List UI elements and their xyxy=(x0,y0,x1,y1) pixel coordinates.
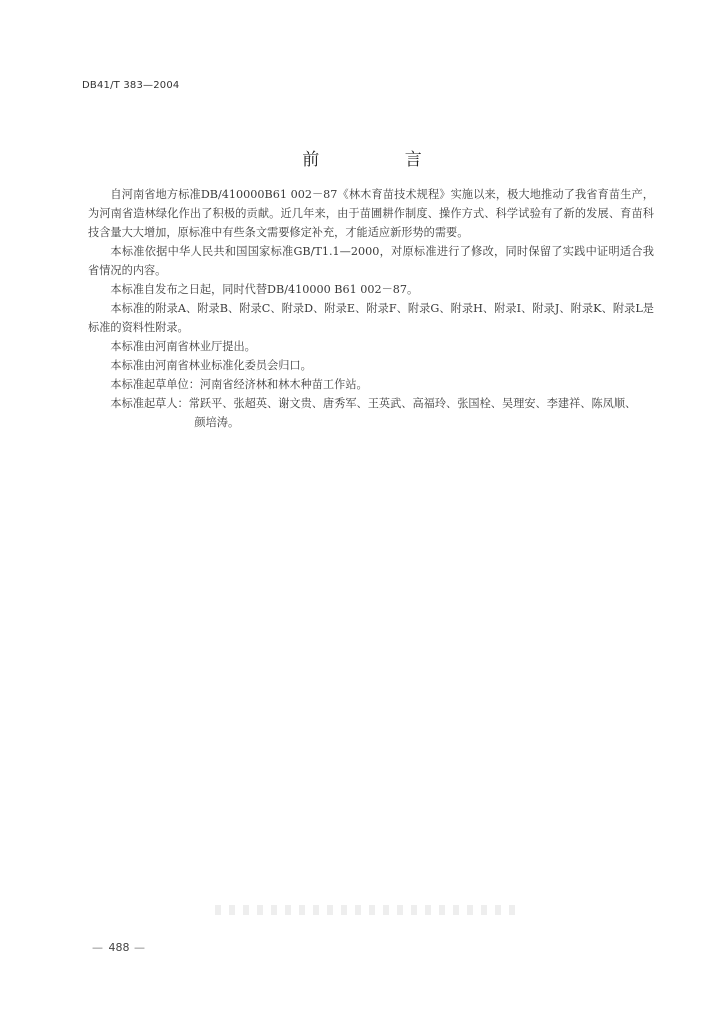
page-title: 前 言 xyxy=(302,150,462,170)
footer-dash-right: — xyxy=(129,941,146,954)
standard-code: DB41/T 383—2004 xyxy=(82,80,180,91)
foreword-body xyxy=(88,185,654,432)
paragraph-centralized: 本标准由河南省林业标准化委员会归口。 xyxy=(110,359,312,372)
paragraph-drafters: 本标准起草人：常跃平、张超英、谢文贵、唐秀军、王英武、高福玲、张国栓、吴理安、李建祥、陈凤顺、 xyxy=(110,397,637,410)
paragraph-drafting-unit: 本标准起草单位：河南省经济林和林木种苗工作站。 xyxy=(110,378,368,391)
paragraph-replacement: 本标准自发布之日起，同时代替DB/410000 B61 002－87。 xyxy=(110,283,419,296)
paragraph-proposer: 本标准由河南省林业厅提出。 xyxy=(110,340,256,353)
paragraph-drafters-continued xyxy=(88,413,654,432)
paragraph-basis: 本标准依据中华人民共和国国家标准GB/T1.1—2000，对原标准进行了修改，同时保留了实践中证明适合我省情况的内容。 xyxy=(88,245,654,277)
paragraph-intro: 自河南省地方标准DB/410000B61 002－87《林木育苗技术规程》实施以来，极大地推动了我省育苗生产，为河南省造林绿化作出了积极的贡献。近几年来，由于苗圃耕作制度、操作方式、科学试验有了新的发展、育苗科技含量大大增加，原标准中有些条文需要修定补充，才能适应新形势的需要。 xyxy=(88,188,654,239)
scan-noise xyxy=(215,905,515,915)
paragraph-appendices: 本标准的附录A、附录B、附录C、附录D、附录E、附录F、附录G、附录H、附录I、附录J、附录K、附录L是标准的资料性附录。 xyxy=(88,302,654,334)
footer-dash-left: — xyxy=(92,941,109,954)
drafters-continued-text: 颜培涛。 xyxy=(194,416,240,429)
page-number: 488 xyxy=(108,941,130,954)
page-number-footer xyxy=(92,941,146,954)
